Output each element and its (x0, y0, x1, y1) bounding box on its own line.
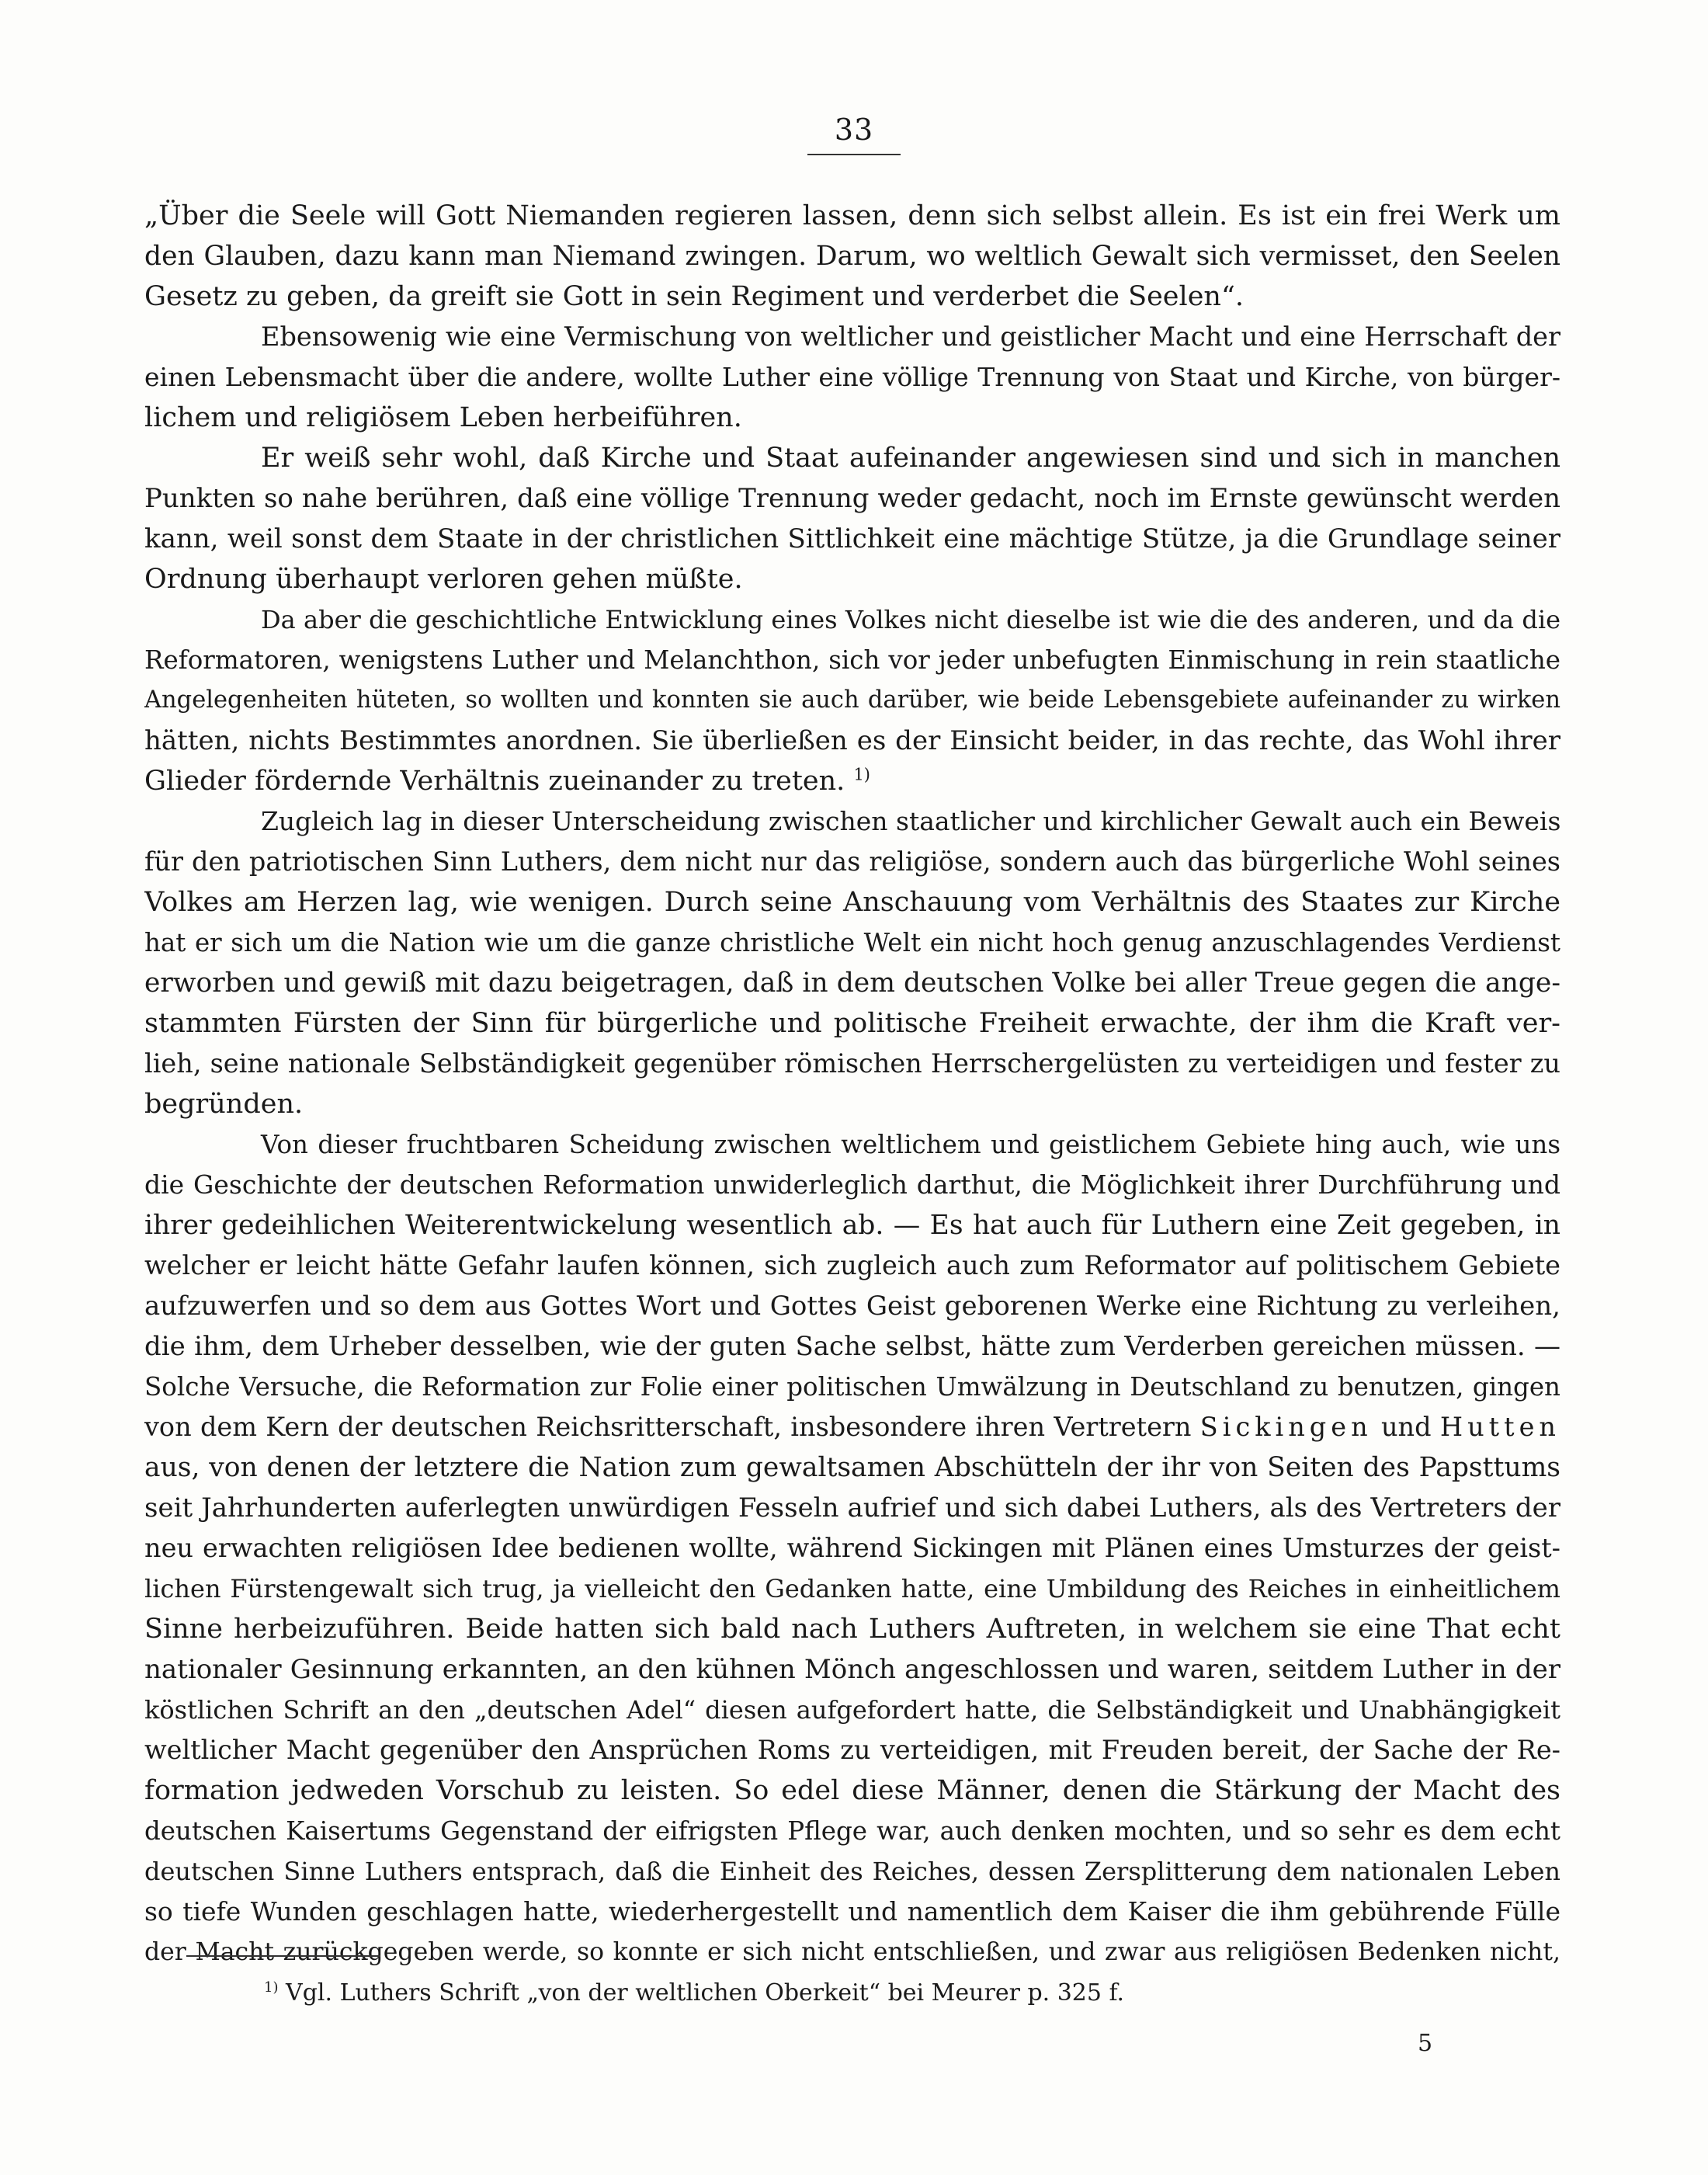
text-line: hätten, nichts Bestimmtes anordnen. Sie überließen es der Einsicht beider, in das rechte, das Wohl ihrer (144, 725, 1560, 756)
footnote-marker: 1) (264, 1979, 279, 1996)
name-sickingen: Sickingen (1199, 1412, 1373, 1442)
text-line: formation jedweden Vorschub zu leisten. So edel diese Männer, denen die Stärkung der Macht des (144, 1775, 1560, 1806)
text-line: welcher er leicht hätte Gefahr laufen können, sich zugleich auch zum Reformator auf politischem Gebiete (144, 1250, 1560, 1280)
text-line: Ordnung überhaupt verloren gehen müßte. (144, 564, 743, 595)
footnote-text: Vgl. Luthers Schrift „von der weltlichen Oberkeit“ bei Meurer p. 325 f. (286, 1979, 1125, 2006)
text-line: weltlicher Macht gegenüber den Ansprüchen Roms zu verteidigen, mit Freuden bereit, der Sache der Re- (144, 1735, 1560, 1765)
text-line (144, 761, 1560, 801)
text-line: lieh, seine nationale Selbständigkeit gegenüber römischen Herrschergelüsten zu verteidigen und fester zu (144, 1048, 1560, 1079)
footnote (264, 1977, 1124, 2010)
text-line: einen Lebensmacht über die andere, wollte Luther eine völlige Trennung von Staat und Kirche, von bürger- (144, 362, 1560, 392)
body-text (144, 196, 1560, 2013)
footnote-reference: 1) (853, 765, 870, 784)
text-line: Solche Versuche, die Reformation zur Folie einer politischen Umwälzung in Deutschland zu benutzen, gingen (144, 1372, 1560, 1402)
text-line: der Macht zurückgegeben werde, so konnte er sich nicht entschließen, und zwar aus religiösen Bedenken nicht, (144, 1938, 1560, 1966)
footnote-rule (186, 1955, 380, 1957)
text-line: lichen Fürstengewalt sich trug, ja vielleicht den Gedanken hatte, eine Umbildung des Reiches in einheitlichem (144, 1574, 1560, 1603)
text-line: aufzuwerfen und so dem aus Gottes Wort und Gottes Geist geborenen Werke eine Richtung zu verleihen, (144, 1291, 1560, 1322)
header-rule (807, 154, 901, 155)
text-line: Zugleich lag in dieser Unterscheidung zwischen staatlicher und kirchlicher Gewalt auch ein Beweis (261, 806, 1560, 836)
text-line: Von dieser fruchtbaren Scheidung zwischen weltlichem und geistlichem Gebiete hing auch, wie uns (261, 1130, 1560, 1159)
text-line: hat er sich um die Nation wie um die ganze christliche Welt ein nicht hoch genug anzuschlagendes Verdienst (144, 928, 1560, 957)
signature-mark: 5 (1418, 2030, 1433, 2057)
text-line: lichem und religiösem Leben herbeiführen. (144, 402, 742, 433)
text-line: so tiefe Wunden geschlagen hatte, wiederhergestellt und namentlich dem Kaiser die ihm gebührende Fülle (144, 1896, 1560, 1927)
text-line: Sinne herbeizuführen. Beide hatten sich bald nach Luthers Auftreten, in welchem sie eine That echt (144, 1614, 1560, 1645)
text-line: erworben und gewiß mit dazu beigetragen, daß in dem deutschen Volke bei aller Treue gegen die ange- (144, 968, 1560, 999)
text-line: Punkten so nahe berühren, daß eine völlige Trennung weder gedacht, noch im Ernste gewünscht werden (144, 483, 1560, 514)
text-line: deutschen Sinne Luthers entsprach, daß die Einheit des Reiches, dessen Zersplitterung dem nationalen Leben (144, 1857, 1560, 1886)
text-line: Gesetz zu geben, da greift sie Gott in sein Regiment und verderbet die Seelen“. (144, 281, 1244, 312)
text-line: ihrer gedeihlichen Weiterentwickelung wesentlich ab. — Es hat auch für Luthern eine Zeit gegeben, in (144, 1210, 1560, 1241)
text-line: begründen. (144, 1089, 304, 1120)
text-line: die Geschichte der deutschen Reformation unwiderleglich darthut, die Möglichkeit ihrer Durchführung und (144, 1169, 1560, 1200)
text-line: Ebensowenig wie eine Vermischung von weltlicher und geistlicher Macht und eine Herrschaft der (261, 321, 1560, 352)
text-line-content: Glieder fördernde Verhältnis zueinander zu treten. (144, 766, 845, 797)
text-line: Reformatoren, wenigstens Luther und Melanchthon, sich vor jeder unbefugten Einmischung in rein staatliche (144, 645, 1560, 675)
name-hutten: Hutten (1439, 1412, 1560, 1442)
text-line: seit Jahrhunderten auferlegten unwürdigen Fesseln aufrief und sich dabei Luthers, als des Vertreters der (144, 1492, 1560, 1524)
word-und: und (1380, 1412, 1432, 1442)
text-line: kann, weil sonst dem Staate in der christlichen Sittlichkeit eine mächtige Stütze, ja die Grundlage seiner (144, 523, 1560, 554)
page-number: 33 (834, 113, 874, 147)
text-line: „Über die Seele will Gott Niemanden regieren lassen, denn sich selbst allein. Es ist ein frei Werk um (144, 200, 1560, 231)
text-line-content: von dem Kern der deutschen Reichsritterschaft, insbesondere ihren Vertretern (144, 1412, 1192, 1442)
text-line: Volkes am Herzen lag, wie wenigen. Durch seine Anschauung vom Verhältnis des Staates zur Kirche (144, 887, 1560, 918)
text-line: aus, von denen der letztere die Nation zum gewaltsamen Abschütteln der ihr von Seiten des Papsttums (144, 1452, 1560, 1483)
text-line: deutschen Kaisertums Gegenstand der eifrigsten Pflege war, auch denken mochten, und so sehr es dem echt (144, 1816, 1560, 1846)
text-line: stammten Fürsten der Sinn für bürgerliche und politische Freiheit erwachte, der ihm die Kraft ver- (144, 1008, 1560, 1039)
text-line: den Glauben, dazu kann man Niemand zwingen. Darum, wo weltlich Gewalt sich vermisset, den Seelen (144, 241, 1560, 272)
text-line: Da aber die geschichtliche Entwicklung eines Volkes nicht dieselbe ist wie die des anderen, und da die (261, 605, 1560, 634)
text-line (144, 1407, 1560, 1447)
text-line: Er weiß sehr wohl, daß Kirche und Staat aufeinander angewiesen sind und sich in manchen (261, 443, 1560, 474)
text-line: köstlichen Schrift an den „deutschen Adel“ diesen aufgefordert hatte, die Selbständigkeit und Unabhängigkeit (144, 1695, 1560, 1725)
text-line: neu erwachten religiösen Idee bedienen wollte, während Sickingen mit Plänen eines Umsturzes der geist- (144, 1533, 1560, 1563)
text-line: nationaler Gesinnung erkannten, an den kühnen Mönch angeschlossen und waren, seitdem Luther in der (144, 1654, 1560, 1685)
text-line: für den patriotischen Sinn Luthers, dem nicht nur das religiöse, sondern auch das bürgerliche Wohl seines (144, 846, 1560, 877)
text-line: die ihm, dem Urheber desselben, wie der guten Sache selbst, hätte zum Verderben gereichen müssen. — (144, 1331, 1560, 1362)
text-line: Angelegenheiten hüteten, so wollten und konnten sie auch darüber, wie beide Lebensgebiete aufeinander zu wirken (144, 686, 1560, 714)
